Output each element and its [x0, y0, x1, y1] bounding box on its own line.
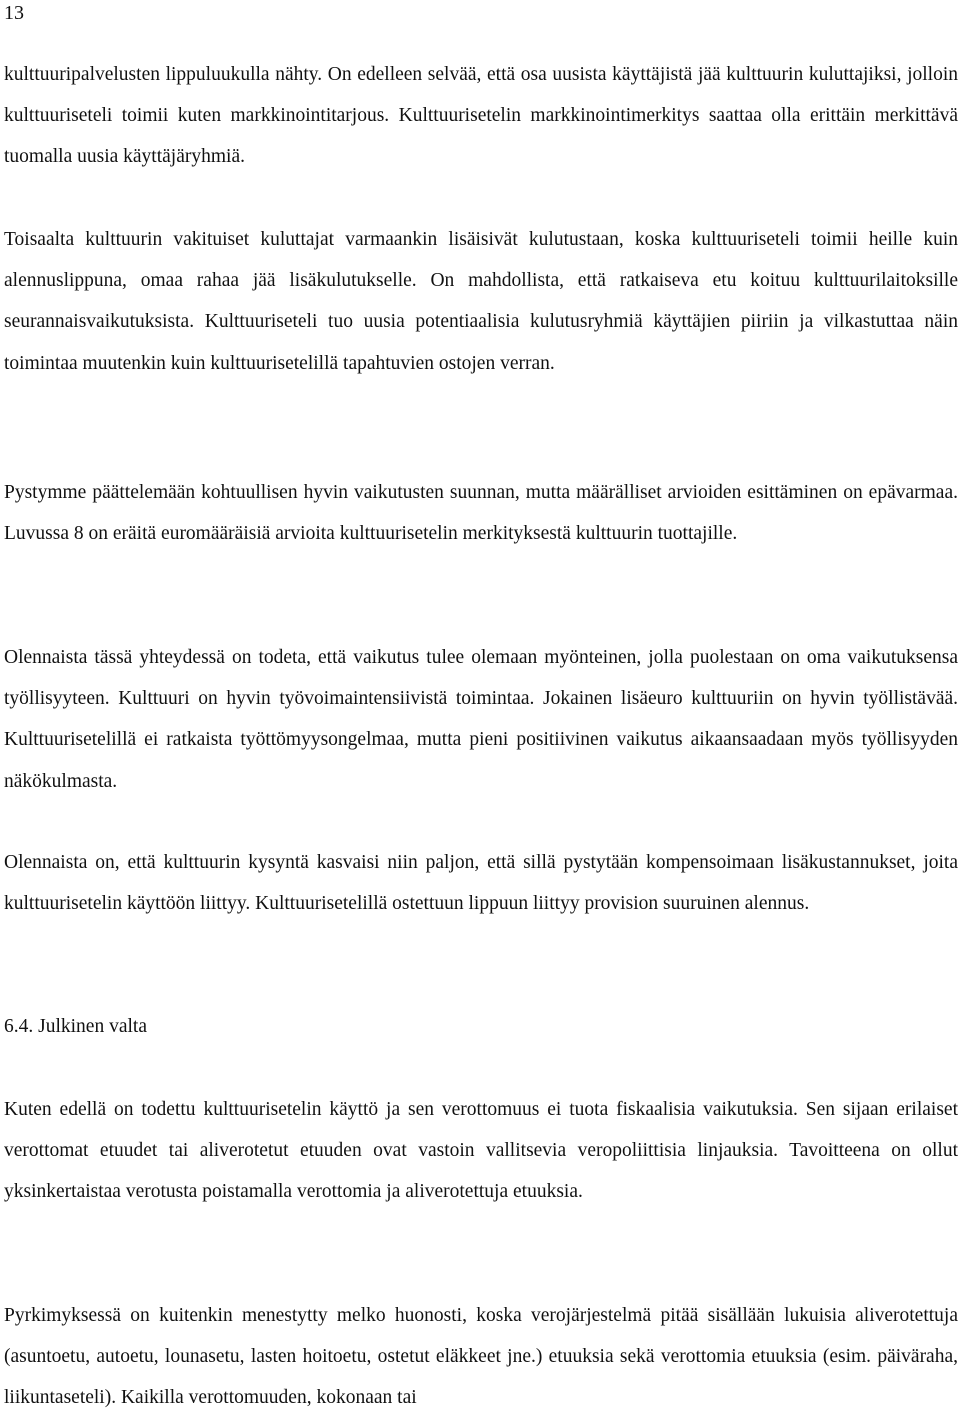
paragraph-text: Pystymme päättelemään kohtuullisen hyvin vaikutusten suunnan, mutta määrälliset arvioiden esittäminen on epävarmaa. Luvussa 8 on eräitä euromääräisiä arvioita kulttuurisetelin merkityksestä kulttuurin tuottajille. — [4, 482, 958, 545]
paragraph-estimates — [4, 472, 958, 554]
paragraph-regular-consumers — [4, 219, 958, 384]
paragraph-tax-policy — [4, 1295, 958, 1419]
paragraph-text: Olennaista tässä yhteydessä on todeta, että vaikutus tulee olemaan myönteinen, jolla puolestaan on oma vaikutuksensa työllisyyteen. Kulttuuri on hyvin työvoimaintensiivistä toimintaa. Jokainen lisäeuro kulttuuriin on hyvin työllistävää. Kulttuurisetelillä ei ratkaista työttömyysongelmaa, mutta pieni positiivinen vaikutus aikaansaadaan myös työllisyyden näkökulmasta. — [4, 647, 958, 792]
paragraph-text: Kuten edellä on todettu kulttuurisetelin käyttö ja sen verottomuus ei tuota fiskaalisia vaikutuksia. Sen sijaan erilaiset verottomat etuudet tai aliverotetut etuuden ovat vastoin vallitsevia veropoliittisia linjauksia. Tavoitteena on ollut yksinkertaistaa verotusta poistamalla verottomia ja aliverotettuja etuuksia. — [4, 1099, 958, 1203]
page-number: 13 — [4, 2, 24, 24]
paragraph-tax-effects — [4, 1089, 958, 1213]
paragraph-text: Olennaista on, että kulttuurin kysyntä kasvaisi niin paljon, että sillä pystytään kompensoimaan lisäkustannukset, joita kulttuurisetelin käyttöön liittyy. Kulttuurisetelillä ostettuun lippuun liittyy provision suuruinen alennus. — [4, 852, 958, 915]
paragraph-text: Toisaalta kulttuurin vakituiset kuluttajat varmaankin lisäisivät kulutustaan, koska kulttuuriseteli toimii heille kuin alennuslippuna, omaa rahaa jää lisäkulutukselle. On mahdollista, että ratkaiseva etu koituu kulttuurilaitoksille seurannaisvaikutuksista. Kulttuuriseteli tuo uusia potentiaalisia kulutusryhmiä käyttäjien piiriin ja vilkastuttaa näin toimintaa muutenkin kuin kulttuurisetelillä tapahtuvien ostojen verran. — [4, 229, 958, 374]
paragraph-text: kulttuuripalvelusten lippuluukulla nähty. On edelleen selvää, että osa uusista käyttäjistä jää kulttuurin kuluttajiksi, jolloin kulttuuriseteli toimii kuten markkinointitarjous. Kulttuurisetelin markkinointimerkitys saattaa olla erittäin merkittävä tuomalla uusia käyttäjäryhmiä. — [4, 64, 958, 168]
paragraph-demand — [4, 842, 958, 924]
paragraph-user-groups — [4, 54, 958, 178]
section-heading: 6.4. Julkinen valta — [4, 1016, 147, 1037]
section-heading-container — [4, 1006, 958, 1047]
paragraph-employment — [4, 637, 958, 802]
paragraph-text: Pyrkimyksessä on kuitenkin menestytty melko huonosti, koska verojärjestelmä pitää sisällään lukuisia aliverotettuja (asuntoetu, autoetu, lounasetu, lasten hoitoetu, ostetut eläkkeet jne.) etuuksia sekä verottomia etuuksia (esim. päiväraha, liikuntaseteli). Kaikilla verottomuuden, kokonaan tai — [4, 1305, 958, 1409]
